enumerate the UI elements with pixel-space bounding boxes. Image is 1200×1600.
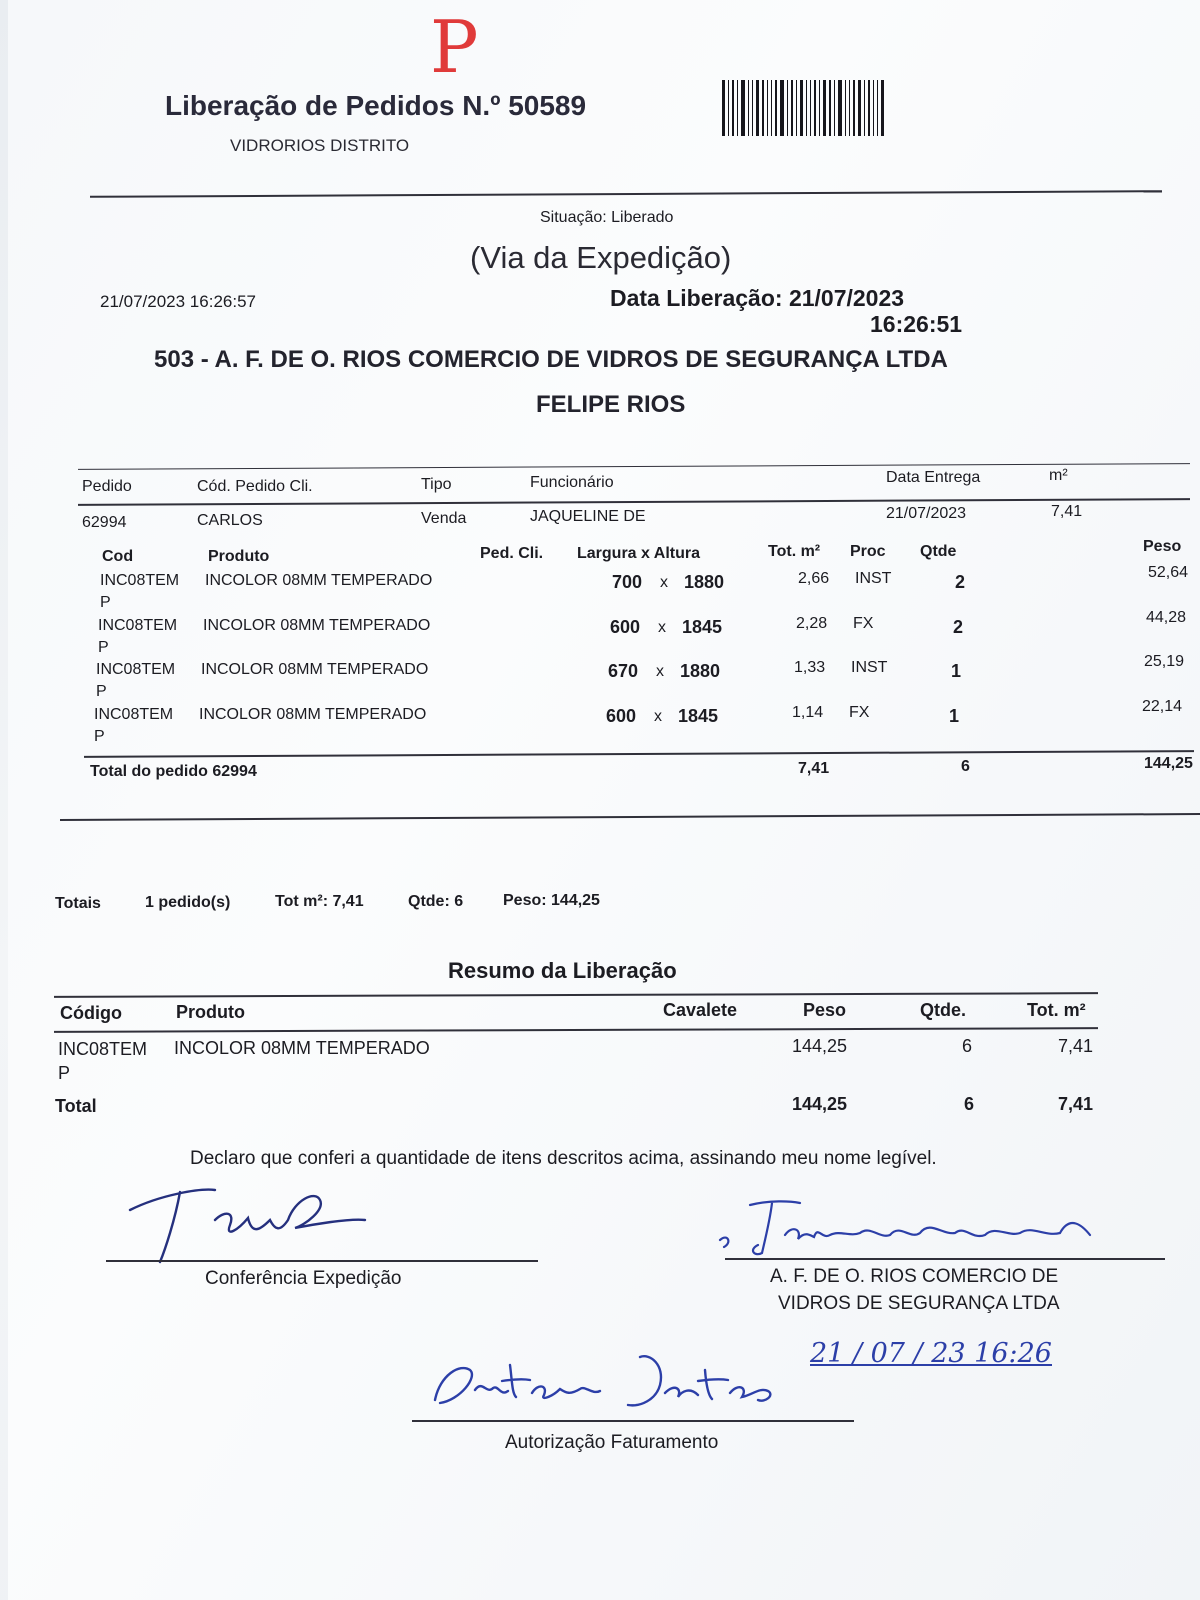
barcode-bar <box>834 80 835 136</box>
signature-company <box>710 1195 1110 1265</box>
contact-name: FELIPE RIOS <box>536 391 686 418</box>
barcode-bar <box>858 80 861 136</box>
totais-label: Totais <box>55 895 101 912</box>
barcode-bar <box>877 80 878 136</box>
barcode-bar <box>791 80 793 136</box>
barcode-bar <box>829 80 831 136</box>
resumo-row-codigo: INC08TEM <box>58 1039 148 1059</box>
order-m2: 7,41 <box>1051 503 1083 520</box>
client-name: 503 - A. F. DE O. RIOS COMERCIO DE VIDROS DE SEGURANÇA LTDA <box>154 346 948 373</box>
item-cod-cont: P <box>100 594 111 611</box>
conferencia-line <box>106 1260 538 1262</box>
resumo-total-label: Total <box>55 1096 97 1116</box>
order-total-qtde: 6 <box>961 758 970 775</box>
barcode-bar <box>819 80 820 136</box>
resumo-row-qtde: 6 <box>962 1036 973 1056</box>
item-tot-m2: 1,33 <box>794 659 826 676</box>
item-proc: FX <box>853 614 874 632</box>
declaration-text: Declaro que conferi a quantidade de itens descritos acima, assinando meu nome legível. <box>190 1148 937 1169</box>
item-col-qtde: Qtde <box>920 543 957 560</box>
col-funcionario: Funcionário <box>530 474 614 491</box>
barcode-bar <box>775 80 777 136</box>
barcode-bar <box>868 80 870 136</box>
release-time: 16:26:51 <box>870 311 963 337</box>
barcode-bar <box>722 80 725 136</box>
resumo-col-codigo: Código <box>60 1003 122 1023</box>
document-title: Liberação de Pedidos N.º 50589 <box>165 90 587 121</box>
item-tot-m2: 2,28 <box>796 614 828 632</box>
totais-pedidos: 1 pedido(s) <box>145 894 231 911</box>
totais-qtde: Qtde: 6 <box>408 893 464 910</box>
barcode-bar <box>728 80 729 136</box>
barcode-bar <box>787 80 788 136</box>
col-pedido: Pedido <box>82 478 132 495</box>
resumo-row-codigo-cont: P <box>58 1063 71 1083</box>
handwritten-date: 21 / 07 / 23 16:26 <box>810 1338 1052 1369</box>
order-tipo: Venda <box>421 510 467 527</box>
company-sign-line1: A. F. DE O. RIOS COMERCIO DE <box>770 1266 1059 1287</box>
resumo-row-produto: INCOLOR 08MM TEMPERADO <box>174 1038 430 1058</box>
item-tot-m2: 1,14 <box>792 703 824 721</box>
resumo-total-tot-m2: 7,41 <box>1058 1094 1094 1114</box>
barcode-bar <box>838 80 842 136</box>
item-largura: 670 <box>608 661 639 681</box>
barcode-bar <box>864 80 865 136</box>
company-sign-line <box>725 1258 1165 1260</box>
order-cod-cli: CARLOS <box>197 512 263 529</box>
order-total-m2: 7,41 <box>798 760 830 777</box>
barcode-bar <box>881 80 884 136</box>
barcode-bar <box>796 80 797 136</box>
barcode-bar <box>810 80 811 136</box>
company-sign-line2: VIDROS DE SEGURANÇA LTDA <box>778 1293 1060 1314</box>
order-funcionario: JAQUELINE DE <box>530 508 646 525</box>
item-qtde: 2 <box>953 616 964 637</box>
release-date: Data Liberação: 21/07/2023 <box>610 285 905 311</box>
resumo-total-qtde: 6 <box>964 1094 975 1114</box>
item-cod: INC08TEM <box>96 661 176 678</box>
item-dim-separator: x <box>656 663 664 680</box>
item-peso: 25,19 <box>1144 653 1185 670</box>
item-produto: INCOLOR 08MM TEMPERADO <box>201 661 429 678</box>
resumo-title: Resumo da Liberação <box>448 958 677 983</box>
item-produto: INCOLOR 08MM TEMPERADO <box>199 705 427 723</box>
barcode-bar <box>806 80 807 136</box>
col-tipo: Tipo <box>421 476 452 493</box>
item-largura: 600 <box>606 705 637 726</box>
item-cod-cont: P <box>98 638 109 656</box>
barcode-bar <box>756 80 759 136</box>
autorizacao-line <box>412 1420 854 1422</box>
item-col-tot-m2: Tot. m² <box>768 543 821 560</box>
barcode-bar <box>767 80 768 136</box>
item-col-peso: Peso <box>1143 538 1182 555</box>
item-altura: 1880 <box>680 661 721 681</box>
item-peso: 22,14 <box>1142 697 1183 715</box>
via-label: (Via da Expedição) <box>470 240 732 275</box>
barcode-bar <box>780 80 784 136</box>
barcode-bar <box>737 80 738 136</box>
order-data-entrega: 21/07/2023 <box>886 505 967 522</box>
item-proc: INST <box>855 570 892 587</box>
item-qtde: 2 <box>955 572 966 592</box>
barcode-bar <box>771 80 772 136</box>
barcode-bar <box>814 80 816 136</box>
company-name: VIDRORIOS DISTRITO <box>230 136 410 155</box>
barcode-bar <box>741 80 745 136</box>
item-col-proc: Proc <box>850 543 886 560</box>
item-dim-separator: x <box>658 618 666 636</box>
col-m2: m² <box>1049 467 1068 484</box>
resumo-row-tot-m2: 7,41 <box>1058 1036 1094 1056</box>
resumo-col-peso: Peso <box>803 1000 847 1020</box>
barcode-bar <box>849 80 850 136</box>
item-altura: 1845 <box>678 705 719 726</box>
item-proc: INST <box>851 659 888 676</box>
totais-peso: Peso: 144,25 <box>503 892 600 909</box>
item-peso: 52,64 <box>1148 564 1189 581</box>
item-cod: INC08TEM <box>100 572 180 589</box>
item-cod: INC08TEM <box>98 616 178 634</box>
item-col-cod: Cod <box>102 548 134 565</box>
item-dim-separator: x <box>654 707 662 725</box>
resumo-total-peso: 144,25 <box>792 1094 848 1114</box>
order-total-peso: 144,25 <box>1144 755 1193 772</box>
resumo-col-qtde: Qtde. <box>920 1000 967 1020</box>
resumo-col-tot-m2: Tot. m² <box>1027 1000 1086 1020</box>
item-produto: INCOLOR 08MM TEMPERADO <box>203 616 431 634</box>
barcode <box>722 80 912 136</box>
item-qtde: 1 <box>951 661 962 681</box>
resumo-row-peso: 144,25 <box>792 1036 848 1056</box>
resumo-col-produto: Produto <box>176 1002 245 1022</box>
conferencia-label: Conferência Expedição <box>205 1268 402 1289</box>
item-tot-m2: 2,66 <box>798 570 830 587</box>
item-peso: 44,28 <box>1146 608 1187 626</box>
barcode-bar <box>752 80 753 136</box>
item-largura: 700 <box>612 572 643 592</box>
item-cod-cont: P <box>96 683 107 700</box>
autorizacao-label: Autorização Faturamento <box>505 1432 719 1453</box>
barcode-bar <box>845 80 846 136</box>
item-cod: INC08TEM <box>94 705 174 723</box>
handwritten-mark: P <box>430 5 479 89</box>
barcode-bar <box>800 80 803 136</box>
item-col-produto: Produto <box>208 548 270 565</box>
status-text: Situação: Liberado <box>540 209 674 226</box>
col-data-entrega: Data Entrega <box>886 469 981 486</box>
totais-m2: Tot m²: 7,41 <box>275 893 364 910</box>
item-cod-cont: P <box>94 727 105 745</box>
item-proc: FX <box>849 703 870 721</box>
barcode-bar <box>748 80 749 136</box>
item-produto: INCOLOR 08MM TEMPERADO <box>205 572 433 589</box>
col-cod-pedido-cli: Cód. Pedido Cli. <box>197 478 313 495</box>
resumo-col-cavalete: Cavalete <box>663 1000 738 1020</box>
item-largura: 600 <box>610 616 641 637</box>
signature-conferencia <box>120 1180 380 1270</box>
barcode-bar <box>823 80 826 136</box>
item-altura: 1880 <box>684 572 725 592</box>
item-col-dim: Largura x Altura <box>577 545 700 562</box>
item-dim-separator: x <box>660 574 668 591</box>
item-altura: 1845 <box>682 616 723 637</box>
print-datetime: 21/07/2023 16:26:57 <box>100 292 256 311</box>
barcode-bar <box>762 80 764 136</box>
signature-autorizacao <box>420 1345 820 1425</box>
barcode-bar <box>732 80 734 136</box>
order-pedido: 62994 <box>82 514 127 531</box>
order-total-label: Total do pedido 62994 <box>90 763 257 780</box>
barcode-bar <box>853 80 855 136</box>
item-col-ped-cli: Ped. Cli. <box>480 545 544 562</box>
barcode-bar <box>873 80 874 136</box>
item-qtde: 1 <box>949 705 960 726</box>
